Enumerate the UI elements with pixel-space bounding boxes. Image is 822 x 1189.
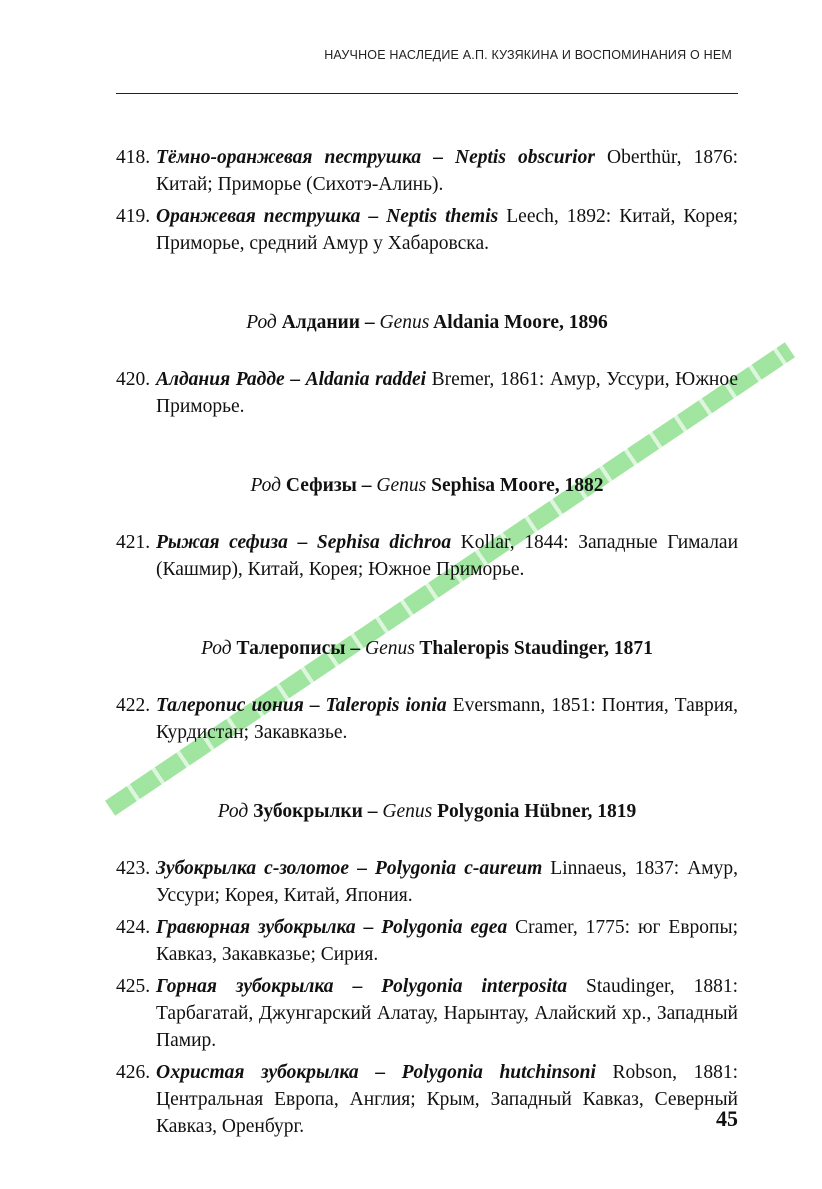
genus-heading: Род Сефизы – Genus Sephisa Moore, 1882 xyxy=(250,475,604,496)
genus-heading: Род Зубокрылки – Genus Polygonia Hübner, 1819 xyxy=(217,801,637,822)
species-entry: 418. Тёмно-оранжевая пеструшка – Neptis obscurior Oberthür, 1876: Китай; Приморье (Сихотэ-Алинь). xyxy=(116,147,738,195)
species-entry: 422. Талеропис иония – Taleropis ionia Eversmann, 1851: Понтия, Таврия, Курдистан; Закавказье. xyxy=(116,695,739,743)
species-entry: 421. Рыжая сефиза – Sephisa dichroa Kollar, 1844: Западные Гималаи (Кашмир), Китай, Корея; Южное Приморье. xyxy=(116,532,739,580)
header-rule xyxy=(116,93,738,94)
running-title: НАУЧНОЕ НАСЛЕДИЕ А.П. КУЗЯКИНА И ВОСПОМИНАНИЯ О НЕМ xyxy=(324,48,732,62)
page-body xyxy=(116,144,738,1145)
species-entry: 424. Гравюрная зубокрылка – Polygonia egea Cramer, 1775: юг Европы; Кавказ, Закавказье; Сирия. xyxy=(116,917,739,965)
species-entry: 420. Алдания Радде – Aldania raddei Bremer, 1861: Амур, Уссури, Южное Приморье. xyxy=(116,369,738,417)
species-entry: 423. Зубокрылка с-золотое – Polygonia c-aureum Linnaeus, 1837: Амур, Уссури; Корея, Китай, Япония. xyxy=(116,858,738,906)
page-number: 45 xyxy=(716,1106,738,1131)
species-entry: 419. Оранжевая пеструшка – Neptis themis Leech, 1892: Китай, Корея; Приморье, средний Амур у Хабаровска. xyxy=(116,206,738,254)
genus-heading: Род Алдании – Genus Aldania Moore, 1896 xyxy=(246,312,608,333)
genus-heading: Род Талерописы – Genus Thaleropis Staudinger, 1871 xyxy=(201,638,653,659)
species-entry: 426. Охристая зубокрылка – Polygonia hutchinsoni Robson, 1881: Центральная Европа, Англия; Крым, Западный Кавказ, Северный Кавказ, Оренбург. xyxy=(116,1062,739,1137)
species-entry: 425. Горная зубокрылка – Polygonia interposita Staudinger, 1881: Тарбагатай, Джунгарский Алатау, Нарынтау, Алайский хр., Западный Памир. xyxy=(116,976,739,1051)
